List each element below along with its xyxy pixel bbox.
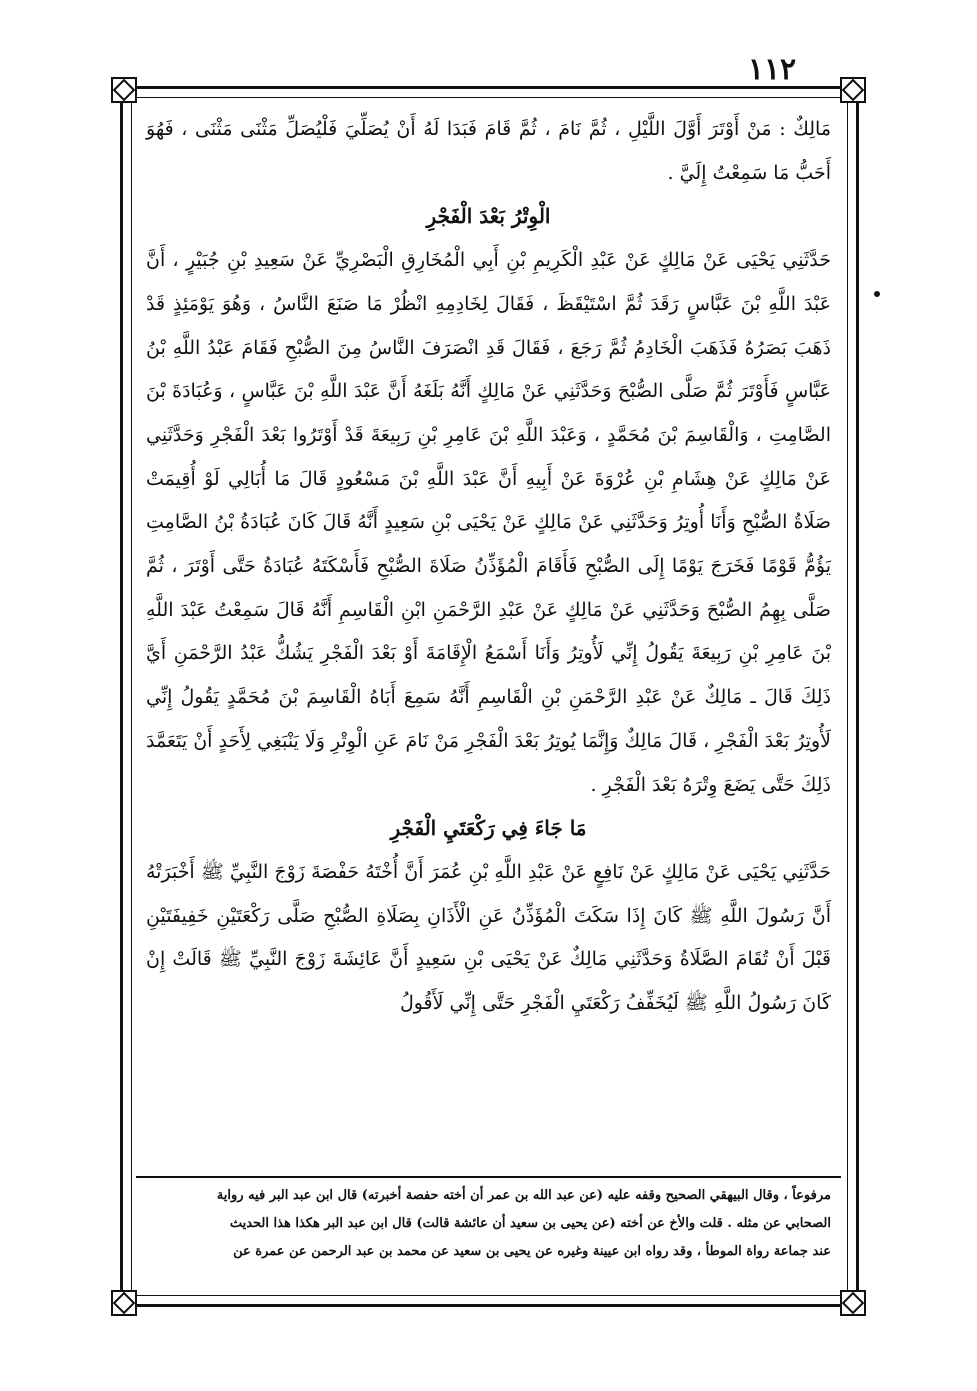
corner-ornament-icon	[111, 77, 137, 103]
main-text	[146, 108, 831, 1026]
corner-ornament-icon	[840, 77, 866, 103]
section-heading-fajr: مَا جَاءَ فِي رَكْعَتَيِ الْفَجْرِ	[390, 816, 587, 841]
page-number: ١١٢	[747, 52, 797, 87]
paragraph-intro: مَالِكٌ : مَنْ أَوْتَرَ أَوَّلَ اللَّيْلِ ، ثُمَّ نَامَ ، ثُمَّ قَامَ فَبَدَا لَهُ أَنْ يُصَلِّيَ فَلْيُصَلِّ مَثْنَى مَثْنَى ، فَهُوَ أَحَبُّ مَا سَمِعْتُ إِلَيَّ .	[146, 118, 831, 184]
margin-dot-icon	[874, 291, 880, 297]
paragraph-witr: حَدَّثَنِي يَحْيَى عَنْ مَالِكٍ عَنْ عَبْدِ الْكَرِيمِ بْنِ أَبِي الْمُخَارِقِ الْبَصْرِيِّ عَنْ سَعِيدِ بْنِ جُبَيْرٍ ، أَنَّ عَبْدَ اللَّهِ بْنَ عَبَّاسٍ رَقَدَ ثُمَّ اسْتَيْقَظَ ، فَقَالَ لِخَادِمِهِ انْظُرْ مَا صَنَعَ النَّاسُ ، وَهُوَ يَوْمَئِذٍ قَدْ ذَهَبَ بَصَرُهُ فَذَهَبَ الْخَادِمُ ثُمَّ رَجَعَ ، فَقَالَ قَدِ انْصَرَفَ النَّاسُ مِنَ الصُّبْحِ فَقَامَ عَبْدُ اللَّهِ بْنُ عَبَّاسٍ فَأَوْتَرَ ثُمَّ صَلَّى الصُّبْحَ وَحَدَّثَنِي عَنْ مَالِكٍ أَنَّهُ بَلَغَهُ أَنَّ عَبْدَ اللَّهِ بْنَ عَبَّاسٍ ، وَعُبَادَةَ بْنَ الصَّامِتِ ، وَالْقَاسِمَ بْنَ مُحَمَّدٍ ، وَعَبْدَ اللَّهِ بْنَ عَامِرِ بْنِ رَبِيعَةَ قَدْ أَوْتَرُوا بَعْدَ الْفَجْرِ وَحَدَّثَنِي عَنْ مَالِكٍ عَنْ هِشَامِ بْنِ عُرْوَةَ عَنْ أَبِيهِ أَنَّ عَبْدَ اللَّهِ بْنَ مَسْعُودٍ قَالَ مَا أُبَالِي لَوْ أُقِيمَتْ صَلَاةُ الصُّبْحِ وَأَنَا أُوتِرُ وَحَدَّثَنِي عَنْ مَالِكٍ عَنْ يَحْيَى بْنِ سَعِيدٍ أَنَّهُ قَالَ كَانَ عُبَادَةُ بْنُ الصَّامِتِ يَؤُمُّ قَوْمًا فَخَرَجَ يَوْمًا إِلَى الصُّبْحِ فَأَقَامَ الْمُؤَذِّنُ صَلَاةَ الصُّبْحِ فَأَسْكَتَهُ عُبَادَةُ حَتَّى أَوْتَرَ ، ثُمَّ صَلَّى بِهِمُ الصُّبْحَ وَحَدَّثَنِي عَنْ مَالِكٍ عَنْ عَبْدِ الرَّحْمَنِ ابْنِ الْقَاسِمِ أَنَّهُ قَالَ سَمِعْتُ عَبْدَ اللَّهِ بْنَ عَامِرِ بْنِ رَبِيعَةَ يَقُولُ إِنِّي لَأُوتِرُ وَأَنَا أَسْمَعُ الْإِقَامَةَ أَوْ بَعْدَ الْفَجْرِ يَشُكُّ عَبْدُ الرَّحْمَنِ أَيَّ ذَلِكَ قَالَ ـ مَالِكٌ عَنْ عَبْدِ الرَّحْمَنِ بْنِ الْقَاسِمِ أَنَّهُ سَمِعَ أَبَاهُ الْقَاسِمَ بْنَ مُحَمَّدٍ يَقُولُ إِنِّي لَأُوتِرُ بَعْدَ الْفَجْرِ ، قَالَ مَالِكٌ وَإِنَّمَا يُوتِرُ بَعْدَ الْفَجْرِ مَنْ نَامَ عَنِ الْوِتْرِ وَلَا يَنْبَغِي لِأَحَدٍ أَنْ يَتَعَمَّدَ ذَلِكَ حَتَّى يَضَعَ وِتْرَهُ بَعْدَ الْفَجْرِ .	[146, 249, 831, 796]
section-heading-witr: الْوِتْرُ بَعْدَ الْفَجْرِ	[426, 204, 551, 229]
paragraph-fajr: حَدَّثَنِي يَحْيَى عَنْ مَالِكٍ عَنْ نَافِعٍ عَنْ عَبْدِ اللَّهِ بْنِ عُمَرَ أَنَّ أُخْتَهُ حَفْصَةَ زَوْجَ النَّبِيِّ ﷺ أَخْبَرَتْهُ أَنَّ رَسُولَ اللَّهِ ﷺ كَانَ إِذَا سَكَتَ الْمُؤَذِّنُ عَنِ الْأَذَانِ بِصَلَاةِ الصُّبْحِ صَلَّى رَكْعَتَيْنِ خَفِيفَتَيْنِ قَبْلَ أَنْ تُقَامَ الصَّلَاةُ وَحَدَّثَنِي مَالِكٌ عَنْ يَحْيَى بْنِ سَعِيدٍ أَنَّ عَائِشَةَ زَوْجَ النَّبِيِّ ﷺ قَالَتْ إِنْ كَانَ رَسُولُ اللَّهِ ﷺ لَيُخَفِّفُ رَكْعَتَيِ الْفَجْرِ حَتَّى إِنِّي لَأَقُولُ	[146, 860, 831, 1015]
corner-ornament-icon	[111, 1290, 137, 1316]
footnote-divider	[136, 1176, 841, 1178]
footnotes	[146, 1182, 831, 1266]
corner-ornament-icon	[840, 1290, 866, 1316]
footnote-line: عند جماعة رواة الموطأ ، وقد رواه ابن عيينة وغيره عن يحيى بن سعيد عن محمد بن عبد الرحمن عن عمرة عن	[233, 1244, 831, 1259]
footnote-line: مرفوعاً ، وقال البيهقي الصحيح وقفه عليه (عن عبد الله بن عمر أن أخته حفصة أخبرته) قال ابن عبد البر فيه رواية	[216, 1188, 831, 1203]
footnote-line: الصحابي عن مثله . قلت والأخ عن أخته (عن يحيى بن سعيد أن عائشة قالت) قال ابن عبد البر هكذا هذا الحديث	[229, 1216, 831, 1231]
